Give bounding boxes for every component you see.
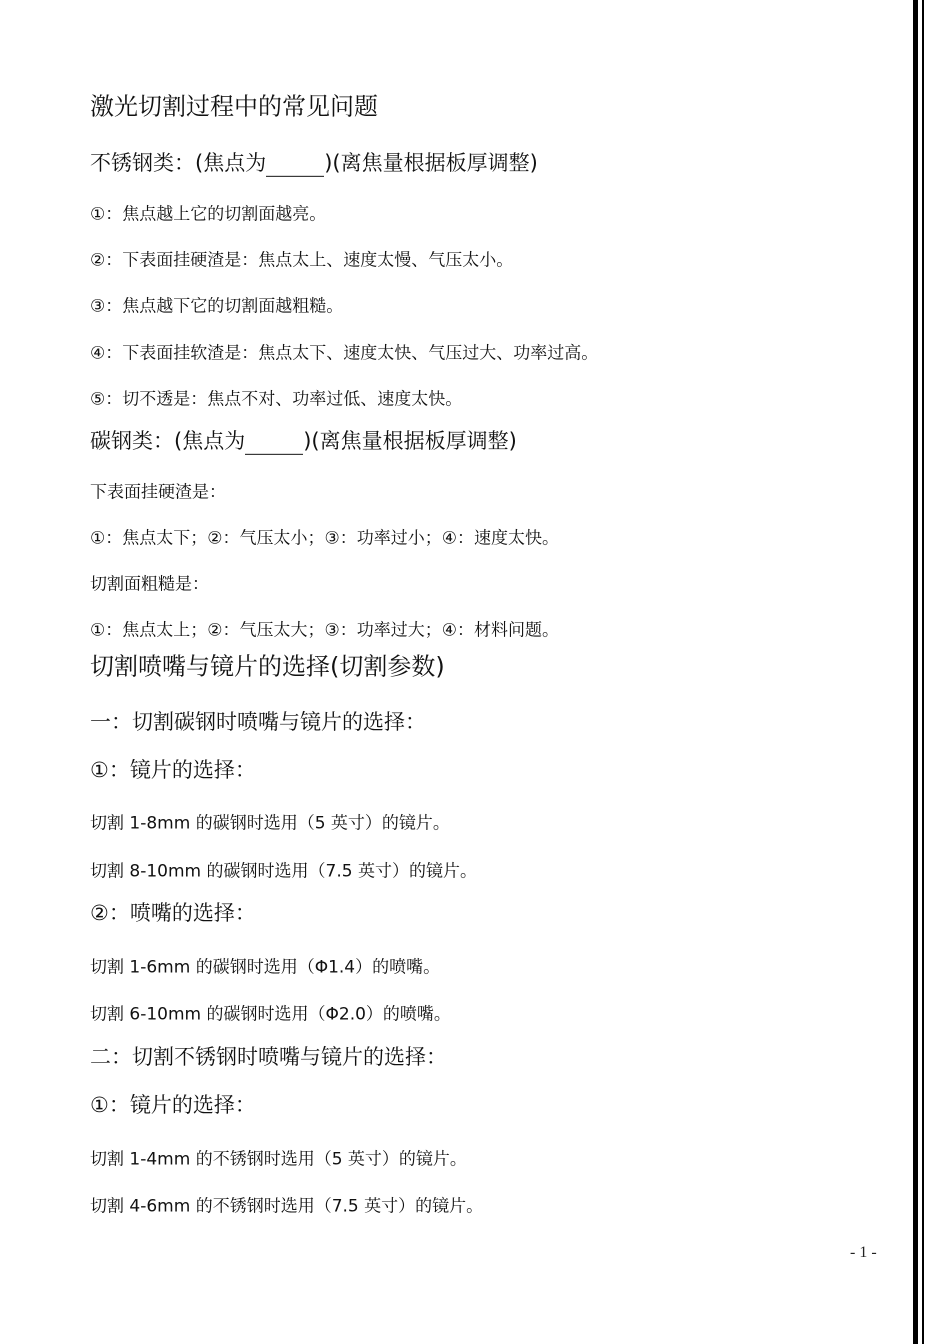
nozzle-spec: 切割 1-6mm 的碳钢时选用（Φ1.4）的喷嘴。 xyxy=(90,957,441,978)
stainless-selection-heading: 二：切割不锈钢时喷嘴与镜片的选择： xyxy=(90,1045,447,1069)
stainless-item: ①：焦点越上它的切割面越亮。 xyxy=(90,204,327,225)
lens-spec: 切割 1-4mm 的不锈钢时选用（5 英寸）的镜片。 xyxy=(90,1149,467,1170)
rough-surface-causes: ①：焦点太上；②：气压太大；③：功率过大；④：材料问题。 xyxy=(90,620,559,641)
lens-selection-heading: ①：镜片的选择： xyxy=(90,758,256,782)
hard-slag-causes: ①：焦点太下；②：气压太小；③：功率过小；④：速度太快。 xyxy=(90,528,559,549)
page-number: - 1 - xyxy=(850,1244,877,1261)
stainless-heading xyxy=(90,147,538,177)
lens-spec: 切割 8-10mm 的碳钢时选用（7.5 英寸）的镜片。 xyxy=(90,861,477,882)
section-title: 切割喷嘴与镜片的选择(切割参数) xyxy=(90,652,445,681)
carbon-heading-text: 碳钢类：(焦点为 xyxy=(90,428,246,453)
focus-blank xyxy=(266,153,324,177)
lens-spec: 切割 1-8mm 的碳钢时选用（5 英寸）的镜片。 xyxy=(90,813,450,834)
carbon-heading xyxy=(90,425,517,455)
focus-blank xyxy=(245,431,303,455)
stainless-heading-text-2: )(离焦量根据板厚调整) xyxy=(324,150,538,175)
page-border-thin xyxy=(922,0,924,1344)
stainless-item: ③：焦点越下它的切割面越粗糙。 xyxy=(90,296,344,317)
carbon-heading-text-2: )(离焦量根据板厚调整) xyxy=(303,428,517,453)
nozzle-spec: 切割 6-10mm 的碳钢时选用（Φ2.0）的喷嘴。 xyxy=(90,1004,451,1025)
page-border-thick xyxy=(913,0,918,1344)
nozzle-selection-heading: ②：喷嘴的选择： xyxy=(90,901,256,925)
lens-selection-heading: ①：镜片的选择： xyxy=(90,1093,256,1117)
carbon-selection-heading: 一：切割碳钢时喷嘴与镜片的选择： xyxy=(90,710,426,734)
document-title: 激光切割过程中的常见问题 xyxy=(90,92,378,121)
rough-surface-label: 切割面粗糙是： xyxy=(90,574,209,595)
stainless-item: ⑤：切不透是：焦点不对、功率过低、速度太快。 xyxy=(90,389,463,410)
stainless-item: ②：下表面挂硬渣是：焦点太上、速度太慢、气压太小。 xyxy=(90,250,514,271)
hard-slag-label: 下表面挂硬渣是： xyxy=(90,482,226,503)
stainless-item: ④：下表面挂软渣是：焦点太下、速度太快、气压过大、功率过高。 xyxy=(90,343,599,364)
lens-spec: 切割 4-6mm 的不锈钢时选用（7.5 英寸）的镜片。 xyxy=(90,1196,484,1217)
stainless-heading-text: 不锈钢类：(焦点为 xyxy=(90,150,267,175)
